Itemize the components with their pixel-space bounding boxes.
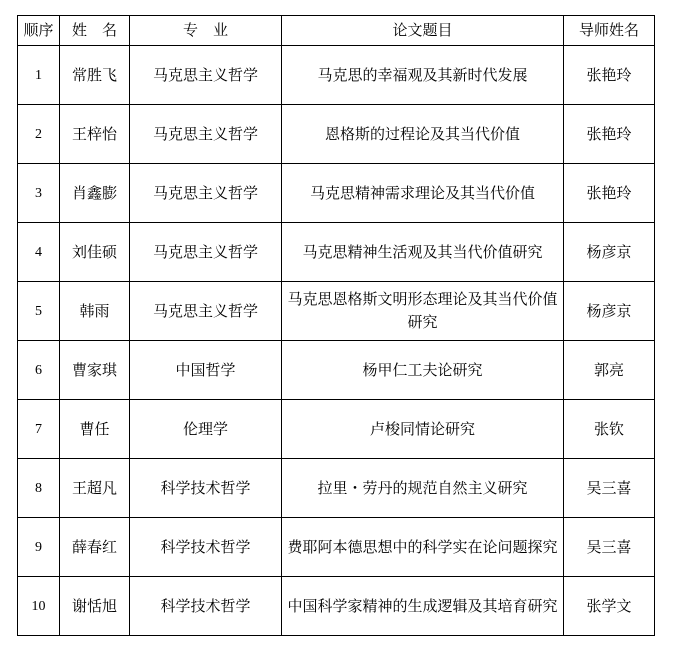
cell-order: 2	[18, 105, 60, 164]
table-header	[18, 16, 655, 46]
thesis-table	[17, 15, 655, 636]
cell-name: 常胜飞	[60, 46, 130, 105]
cell-thesis-title: 马克思精神需求理论及其当代价值	[282, 164, 564, 223]
cell-order: 8	[18, 459, 60, 518]
cell-name: 韩雨	[60, 282, 130, 341]
cell-advisor: 张艳玲	[564, 46, 655, 105]
cell-order: 5	[18, 282, 60, 341]
cell-advisor: 吴三喜	[564, 459, 655, 518]
cell-major: 马克思主义哲学	[130, 105, 282, 164]
cell-major: 科学技术哲学	[130, 577, 282, 636]
header-row	[18, 16, 655, 46]
cell-thesis-title: 恩格斯的过程论及其当代价值	[282, 105, 564, 164]
cell-name: 曹任	[60, 400, 130, 459]
cell-name: 谢恬旭	[60, 577, 130, 636]
cell-advisor: 张艳玲	[564, 105, 655, 164]
cell-thesis-title: 中国科学家精神的生成逻辑及其培育研究	[282, 577, 564, 636]
header-major: 专 业	[130, 16, 282, 46]
table-row	[18, 577, 655, 636]
cell-advisor: 杨彦京	[564, 282, 655, 341]
table-row	[18, 341, 655, 400]
header-name: 姓 名	[60, 16, 130, 46]
table-row	[18, 282, 655, 341]
table-row	[18, 518, 655, 577]
table-row	[18, 400, 655, 459]
cell-order: 6	[18, 341, 60, 400]
cell-name: 薛春红	[60, 518, 130, 577]
header-order: 顺序	[18, 16, 60, 46]
cell-thesis-title: 马克思恩格斯文明形态理论及其当代价值研究	[282, 282, 564, 341]
cell-thesis-title: 拉里・劳丹的规范自然主义研究	[282, 459, 564, 518]
cell-thesis-title: 费耶阿本德思想中的科学实在论问题探究	[282, 518, 564, 577]
table-row	[18, 105, 655, 164]
cell-advisor: 张钦	[564, 400, 655, 459]
cell-advisor: 吴三喜	[564, 518, 655, 577]
table-row	[18, 223, 655, 282]
cell-major: 马克思主义哲学	[130, 223, 282, 282]
cell-order: 1	[18, 46, 60, 105]
cell-major: 科学技术哲学	[130, 459, 282, 518]
table-row	[18, 459, 655, 518]
cell-thesis-title: 马克思的幸福观及其新时代发展	[282, 46, 564, 105]
cell-major: 伦理学	[130, 400, 282, 459]
cell-name: 肖鑫膨	[60, 164, 130, 223]
cell-thesis-title: 卢梭同情论研究	[282, 400, 564, 459]
cell-order: 7	[18, 400, 60, 459]
cell-major: 马克思主义哲学	[130, 46, 282, 105]
table-row	[18, 46, 655, 105]
cell-major: 科学技术哲学	[130, 518, 282, 577]
table-body	[18, 46, 655, 636]
table-row	[18, 164, 655, 223]
cell-name: 王超凡	[60, 459, 130, 518]
cell-name: 刘佳硕	[60, 223, 130, 282]
cell-name: 王梓怡	[60, 105, 130, 164]
cell-name: 曹家琪	[60, 341, 130, 400]
cell-order: 3	[18, 164, 60, 223]
cell-advisor: 杨彦京	[564, 223, 655, 282]
cell-advisor: 张艳玲	[564, 164, 655, 223]
header-advisor: 导师姓名	[564, 16, 655, 46]
cell-order: 9	[18, 518, 60, 577]
header-thesis-title: 论文题目	[282, 16, 564, 46]
cell-major: 马克思主义哲学	[130, 282, 282, 341]
cell-order: 4	[18, 223, 60, 282]
cell-thesis-title: 马克思精神生活观及其当代价值研究	[282, 223, 564, 282]
cell-major: 中国哲学	[130, 341, 282, 400]
cell-advisor: 张学文	[564, 577, 655, 636]
cell-thesis-title: 杨甲仁工夫论研究	[282, 341, 564, 400]
cell-major: 马克思主义哲学	[130, 164, 282, 223]
cell-advisor: 郭亮	[564, 341, 655, 400]
cell-order: 10	[18, 577, 60, 636]
